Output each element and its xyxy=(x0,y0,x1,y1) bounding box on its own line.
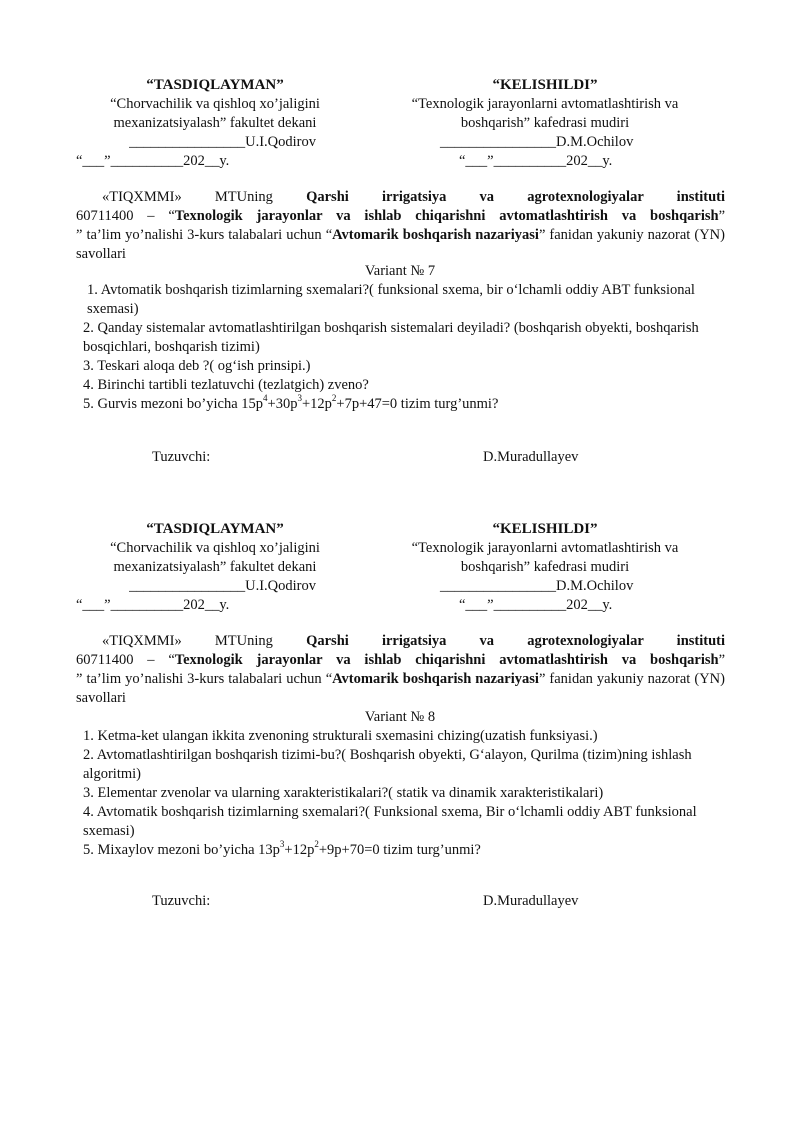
intro-org: «TIQXMMI» MTUning xyxy=(102,189,307,205)
compiler-name: D.Muradullayev xyxy=(483,449,579,465)
agreement-date: “___”__________202__y. xyxy=(459,597,613,613)
exam-section-2 xyxy=(0,444,800,924)
variant-title: Variant № 8 xyxy=(364,709,436,725)
approval-block xyxy=(60,520,370,577)
agreement-line-1: “Texnologik jarayonlarni avtomatlashtirish va xyxy=(411,96,679,112)
agreement-line-2: boshqarish” kafedrasi mudiri xyxy=(460,115,630,131)
intro-institute: Qarshi irrigatsiya va agrotexnologiyalar instituti xyxy=(306,189,726,205)
question-item: 4. Avtomatik boshqarish tizimlarning sxemalari?( Funksional sxema, Bir o‘lchamli oddiy ABT funksional sxemasi) xyxy=(83,804,697,839)
approval-line-1: “Chorvachilik va qishloq xo’jaligini xyxy=(110,540,320,556)
question-item: 3. Elementar zvenolar va ularning xarakteristikalari?( statik va dinamik xarakteristikalari) xyxy=(83,785,604,801)
approval-line-2: mexanizatsiyalash” fakultet dekani xyxy=(113,115,317,131)
intro-institute: Qarshi irrigatsiya va agrotexnologiyalar instituti xyxy=(306,633,726,649)
compiler-name: D.Muradullayev xyxy=(483,893,579,909)
agreement-signature: ________________D.M.Ochilov xyxy=(440,134,634,150)
agreement-date: “___”__________202__y. xyxy=(459,153,613,169)
question-item: 1. Avtomatik boshqarish tizimlarning sxemalari?( funksional sxema, bir o‘lchamli oddiy ABT funksional sxemasi) xyxy=(87,282,695,317)
intro-subject: Avtomarik boshqarish nazariyasi xyxy=(332,671,539,687)
agreement-block xyxy=(385,520,705,577)
intro-org: «TIQXMMI» MTUning xyxy=(102,633,307,649)
agreement-title: “KELISHILDI” xyxy=(492,77,598,93)
approval-block xyxy=(60,76,370,133)
approval-title: “TASDIQLAYMAN” xyxy=(146,521,284,537)
question-item: 2. Avtomatlashtirilgan boshqarish tizimi-bu?( Boshqarish obyekti, G‘alayon, Qurilma (tizim)ning ishlash algoritmi) xyxy=(83,747,692,782)
intro-course: ” ta’lim yo’nalishi 3-kurs talabalari uchun “ xyxy=(76,671,333,687)
agreement-signature: ________________D.M.Ochilov xyxy=(440,578,634,594)
intro-tail: ” fanidan yakuniy nazorat (YN) savollari xyxy=(76,671,725,706)
intro-code: 60711400 – “ xyxy=(76,652,175,668)
question-item: 3. Teskari aloqa deb ?( og‘ish prinsipi.) xyxy=(83,358,311,374)
approval-title: “TASDIQLAYMAN” xyxy=(146,77,284,93)
approval-line-2: mexanizatsiyalash” fakultet dekani xyxy=(113,559,317,575)
approval-date: “___”__________202__y. xyxy=(76,153,230,169)
intro-code: 60711400 – “ xyxy=(76,208,175,224)
intro-subject: Avtomarik boshqarish nazariyasi xyxy=(332,227,539,243)
exam-section-1 xyxy=(0,0,800,480)
approval-line-1: “Chorvachilik va qishloq xo’jaligini xyxy=(110,96,320,112)
question-item-formula: 5. Gurvis mezoni bo’yicha $15p^4+30p^3+12p^2+7p+47=0$ tizim turg’unmi? xyxy=(83,393,499,412)
agreement-block xyxy=(385,76,705,133)
intro-direction: Texnologik jarayonlar va ishlab chiqarishni avtomatlashtirish va boshqarish xyxy=(174,208,719,224)
intro-course: ” ta’lim yo’nalishi 3-kurs talabalari uchun “ xyxy=(76,227,333,243)
question-list xyxy=(83,727,723,860)
question-item: 2. Qanday sistemalar avtomatlashtirilgan boshqarish sistemalari deyiladi? (boshqarish obyekti, boshqarish bosqichlari, boshqarish tizimi) xyxy=(83,320,699,355)
approval-signature: ________________U.I.Qodirov xyxy=(129,134,316,150)
question-item: 4. Birinchi tartibli tezlatuvchi (tezlatgich) zveno? xyxy=(83,377,369,393)
compiler-label: Tuzuvchi: xyxy=(152,893,211,909)
approval-date: “___”__________202__y. xyxy=(76,597,230,613)
compiler-label: Tuzuvchi: xyxy=(152,449,211,465)
question-item: 1. Ketma-ket ulangan ikkita zvenoning strukturali sxemasini chizing(uzatish funksiyasi.) xyxy=(83,728,598,744)
variant-title: Variant № 7 xyxy=(364,263,436,279)
agreement-line-1: “Texnologik jarayonlarni avtomatlashtirish va xyxy=(411,540,679,556)
intro-paragraph: «TIQXMMI» MTUning Qarshi irrigatsiya va agrotexnologiyalar instituti 60711400 – “Texnologik jarayonlar va ishlab chiqarishni avtomatlashtirish va boshqarish” ” ta’lim yo’nalishi 3-kurs talabalari uchun “Avtomarik boshqarish nazariyasi” fanidan yakuniy nazorat (YN) savollari xyxy=(76,633,726,706)
approval-signature: ________________U.I.Qodirov xyxy=(129,578,316,594)
intro-tail: ” fanidan yakuniy nazorat (YN) savollari xyxy=(76,227,725,262)
agreement-line-2: boshqarish” kafedrasi mudiri xyxy=(460,559,630,575)
intro-paragraph: «TIQXMMI» MTUning Qarshi irrigatsiya va agrotexnologiyalar instituti 60711400 – “Texnologik jarayonlar va ishlab chiqarishni avtomatlashtirish va boshqarish” ” ta’lim yo’nalishi 3-kurs talabalari uchun “Avtomarik boshqarish nazariyasi” fanidan yakuniy nazorat (YN) savollari xyxy=(76,189,726,262)
intro-direction: Texnologik jarayonlar va ishlab chiqarishni avtomatlashtirish va boshqarish xyxy=(174,652,719,668)
agreement-title: “KELISHILDI” xyxy=(492,521,598,537)
question-list xyxy=(83,281,723,414)
question-item-formula: 5. Mixaylov mezoni bo’yicha $13p^3+12p^2+9p+70=0$ tizim turg’unmi? xyxy=(83,839,481,858)
